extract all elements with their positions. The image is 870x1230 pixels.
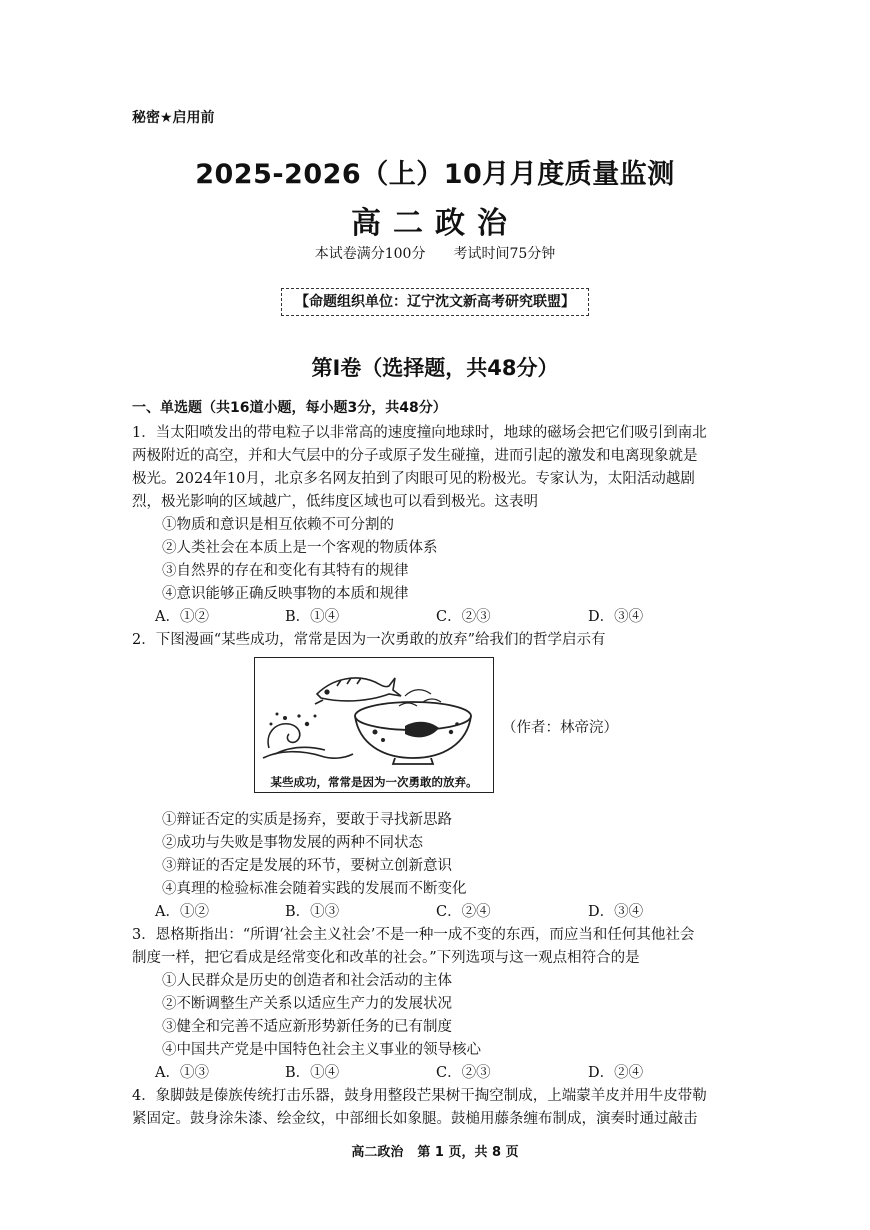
q1-option: ①物质和意识是相互依赖不可分割的 [162, 517, 394, 533]
comic-caption: 某些成功，常常是因为一次勇敢的放弃。 [270, 775, 478, 789]
score-info: 本试卷满分100分 [314, 246, 426, 262]
q1-choice-b: B．①④ [285, 609, 340, 625]
q2-option: ③辩证的否定是发展的环节，要树立创新意识 [162, 858, 452, 874]
q3-choice-b: B．①④ [285, 1065, 340, 1081]
q3-choice-d: D．②④ [588, 1065, 644, 1081]
q2-choice-b: B．①③ [285, 904, 340, 920]
footer-subject: 高二政治 [351, 1145, 404, 1160]
part-title: 一、单选题（共16道小题，每小题3分，共48分） [132, 400, 447, 416]
comic-drawing [255, 658, 493, 770]
q3-option: ①人民群众是历史的创造者和社会活动的主体 [162, 973, 452, 989]
q1-option: ②人类社会在本质上是一个客观的物质体系 [162, 540, 438, 556]
q2-choice-c: C．②④ [436, 904, 491, 920]
q2-option: ①辩证否定的实质是扬弃，要敢于寻找新思路 [162, 812, 452, 828]
q1-stem-line: 1．当太阳喷发出的带电粒子以非常高的速度撞向地球时，地球的磁场会把它们吸引到南北 [132, 425, 707, 441]
q3-option: ②不断调整生产关系以适应生产力的发展状况 [162, 996, 452, 1012]
q1-stem-line: 烈，极光影响的区域越广，低纬度区域也可以看到极光。这表明 [132, 494, 538, 510]
q2-option: ②成功与失败是事物发展的两种不同状态 [162, 835, 423, 851]
q1-stem-line: 两极附近的高空，并和大气层中的分子或原子发生碰撞，进而引起的激发和电离现象就是 [132, 448, 698, 464]
q3-stem-line: 制度一样，把它看成是经常变化和改革的社会。”下列选项与这一观点相符合的是 [132, 950, 640, 966]
q1-option: ④意识能够正确反映事物的本质和规律 [162, 586, 409, 602]
page-footer [0, 1141, 870, 1160]
q2-choice-d: D．③④ [588, 904, 644, 920]
organizer-box: 【命题组织单位：辽宁沈文新高考研究联盟】 [281, 288, 589, 316]
q2-option: ④真理的检验标准会随着实践的发展而不断变化 [162, 881, 467, 897]
comic-image [254, 657, 494, 793]
q2-stem: 2．下图漫画“某些成功，常常是因为一次勇敢的放弃”给我们的哲学启示有 [132, 632, 606, 648]
exam-meta [0, 243, 870, 263]
comic-author: （作者：林帝浣） [502, 720, 618, 736]
q1-option: ③自然界的存在和变化有其特有的规律 [162, 563, 409, 579]
confidential-label: 秘密★启用前 [132, 110, 215, 126]
q1-stem-line: 极光。2024年10月，北京多名网友拍到了肉眼可见的粉极光。专家认为，太阳活动越剧 [132, 471, 695, 487]
q3-choice-c: C．②③ [436, 1065, 491, 1081]
time-info: 考试时间75分钟 [453, 246, 556, 262]
footer-page-number: 第 1 页，共 8 页 [417, 1145, 519, 1160]
exam-title: 2025-2026（上）10月月度质量监测 [195, 159, 675, 190]
q1-choice-d: D．③④ [588, 609, 644, 625]
q3-option: ④中国共产党是中国特色社会主义事业的领导核心 [162, 1042, 481, 1058]
q4-stem-line: 4．象脚鼓是傣族传统打击乐器，鼓身用整段芒果树干掏空制成，上端蒙羊皮并用牛皮带勒 [132, 1088, 707, 1104]
q3-choice-a: A．①③ [155, 1065, 209, 1081]
q3-option: ③健全和完善不适应新形势新任务的已有制度 [162, 1019, 452, 1035]
subject-title: 高二政治 [351, 206, 519, 241]
q1-choice-c: C．②③ [436, 609, 491, 625]
q4-stem-line: 紧固定。鼓身涂朱漆、绘金纹，中部细长如象腿。鼓槌用藤条缠布制成，演奏时通过敲击 [132, 1111, 698, 1127]
q3-stem-line: 3．恩格斯指出：“所谓‘社会主义社会’不是一种一成不变的东西，而应当和任何其他社会 [132, 927, 695, 943]
section-title: 第Ⅰ卷（选择题，共48分） [311, 356, 559, 380]
q2-choice-a: A．①② [155, 904, 209, 920]
q1-choice-a: A．①② [155, 609, 209, 625]
